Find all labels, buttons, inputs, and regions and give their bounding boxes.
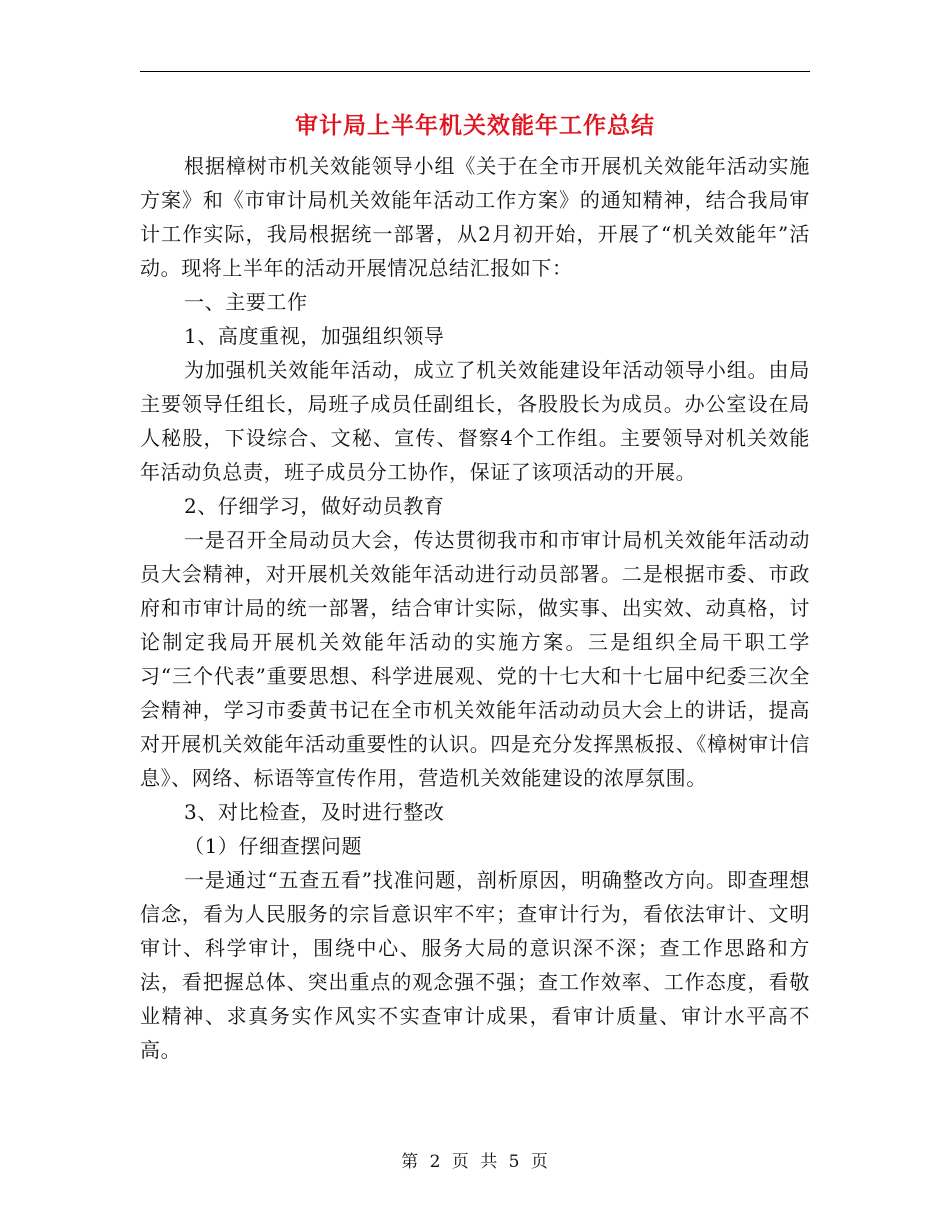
subheading-study: 2、仔细学习，做好动员教育 [184,494,445,518]
document-title: 审计局上半年机关效能年工作总结 [295,113,655,139]
header-rule [140,71,810,72]
paragraph-study: 一是召开全局动员大会，传达贯彻我市和市审计局机关效能年活动动员大会精神，对开展机关效能年活动进行动员部署。二是根据市委、市政府和市审计局的统一部署，结合审计实际，做实事、出实效、动真格，讨论制定我局开展机关效能年活动的实施方案。三是组织全局干职工学习“三个代表”重要思想、科学进展观、党的十七大和十七届中纪委三次全会精神，学习市委黄书记在全市机关效能年活动动员大会上的讲话，提高对开展机关效能年活动重要性的认识。四是充分发挥黑板报、《樟树审计信息》、网络、标语等宣传作用，营造机关效能建设的浓厚氛围。 [140,528,810,790]
subheading-inspection: 3、对比检查，及时进行整改 [184,800,445,824]
footer-prefix: 第 [401,1152,420,1172]
page-footer [0,1150,950,1174]
paragraph-organization: 为加强机关效能年活动，成立了机关效能建设年活动领导小组。由局主要领导任组长，局班子成员任副组长，各股股长为成员。办公室设在局人秘股，下设综合、文秘、宣传、督察4个工作组。主要领导对机关效能年活动负总责，班子成员分工协作，保证了该项活动的开展。 [140,358,810,484]
paragraph-intro: 根据樟树市机关效能领导小组《关于在全市开展机关效能年活动实施方案》和《市审计局机关效能年活动工作方案》的通知精神，结合我局审计工作实际，我局根据统一部署，从2月初开始，开展了“机关效能年”活动。现将上半年的活动开展情况总结汇报如下： [140,154,810,280]
heading-main-work: 一、主要工作 [184,290,308,314]
subheading-find-problems: （1）仔细查摆问题 [184,834,363,858]
footer-current-page: 2 [429,1152,442,1172]
subheading-organization: 1、高度重视，加强组织领导 [184,324,445,348]
footer-page-word: 页 [451,1152,470,1172]
footer-total-word: 共 [480,1152,499,1172]
paragraph-find-problems: 一是通过“五查五看”找准问题，剖析原因，明确整改方向。即查理想信念，看为人民服务的宗旨意识牢不牢；查审计行为，看依法审计、文明审计、科学审计，围绕中心、服务大局的意识深不深；查工作思路和方法，看把握总体、突出重点的观念强不强；查工作效率、工作态度，看敬业精神、求真务实作风实不实查审计成果，看审计质量、审计水平高不高。 [140,868,810,1062]
footer-suffix: 页 [530,1152,549,1172]
document-body [140,149,810,1067]
footer-total-pages: 5 [508,1152,521,1172]
